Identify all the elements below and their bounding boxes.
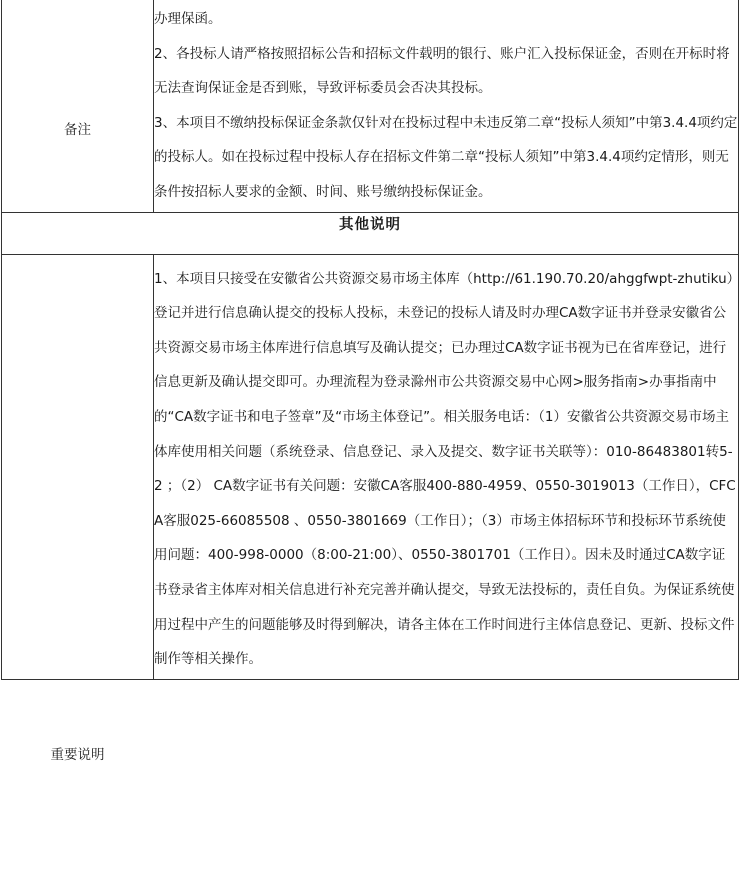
important-content-cell [154, 254, 739, 679]
other-section-title: 其他说明 [2, 212, 739, 254]
remarks-label: 备注 [64, 122, 91, 138]
remarks-item-3: 3、本项目不缴纳投标保证金条款仅针对在投标过程中未违反第二章“投标人须知”中第3.4.4项约定的投标人。如在投标过程中投标人存在招标文件第二章“投标人须知”中第3.4.4项约定情形，则无条件按招标人要求的金额、时间、账号缴纳投标保证金。 [154, 114, 738, 200]
remarks-line-guarantee: 办理保函。 [154, 11, 222, 27]
important-label: 重要说明 [50, 746, 105, 763]
remarks-item-2: 2、各投标人请严格按照招标公告和招标文件载明的银行、账户汇入投标保证金，否则在开标时将无法查询保证金是否到账，导致评标委员会否决其投标。 [154, 45, 730, 97]
remarks-content-cell [154, 0, 739, 212]
other-section-header-row [2, 212, 739, 254]
important-text: 1、本项目只接受在安徽省公共资源交易市场主体库（http://61.190.70.20/ahggfwpt-zhutiku）登记并进行信息确认提交的投标人投标，未登记的投标人请及时办理CA数字证书并登录安徽省公共资源交易市场主体库进行信息填写及确认提交；已办理过CA数字证书视为已在省库登记，进行信息更新及确认提交即可。办理流程为登录滁州市公共资源交易中心网>服务指南>办事指南中的“CA数字证书和电子签章”及“市场主体登记”。相关服务电话：（1）安徽省公共资源交易市场主体库使用相关问题（系统登录、信息登记、录入及提交、数字证书关联等）：010-86483801转5-2 ；（2） CA数字证书有关问题：安徽CA客服400-880-4959、0550-3019013（工作日），CFCA客服025-66085508 、0550-3801669（工作日）；（3）市场主体招标环节和投标环节系统使用问题：400-998-0000（8:00-21:00）、0550-3801701（工作日）。因未及时通过CA数字证书登录省主体库对相关信息进行补充完善并确认提交，导致无法投标的，责任自负。为保证系统使用过程中产生的问题能够及时得到解决，请各主体在工作时间进行主体信息登记、更新、投标文件制作等相关操作。 [154, 270, 736, 668]
important-row [2, 254, 739, 679]
important-label-cell [2, 254, 154, 763]
remarks-label-cell [2, 0, 154, 212]
tender-info-table [1, 0, 739, 763]
remarks-row [2, 0, 739, 212]
